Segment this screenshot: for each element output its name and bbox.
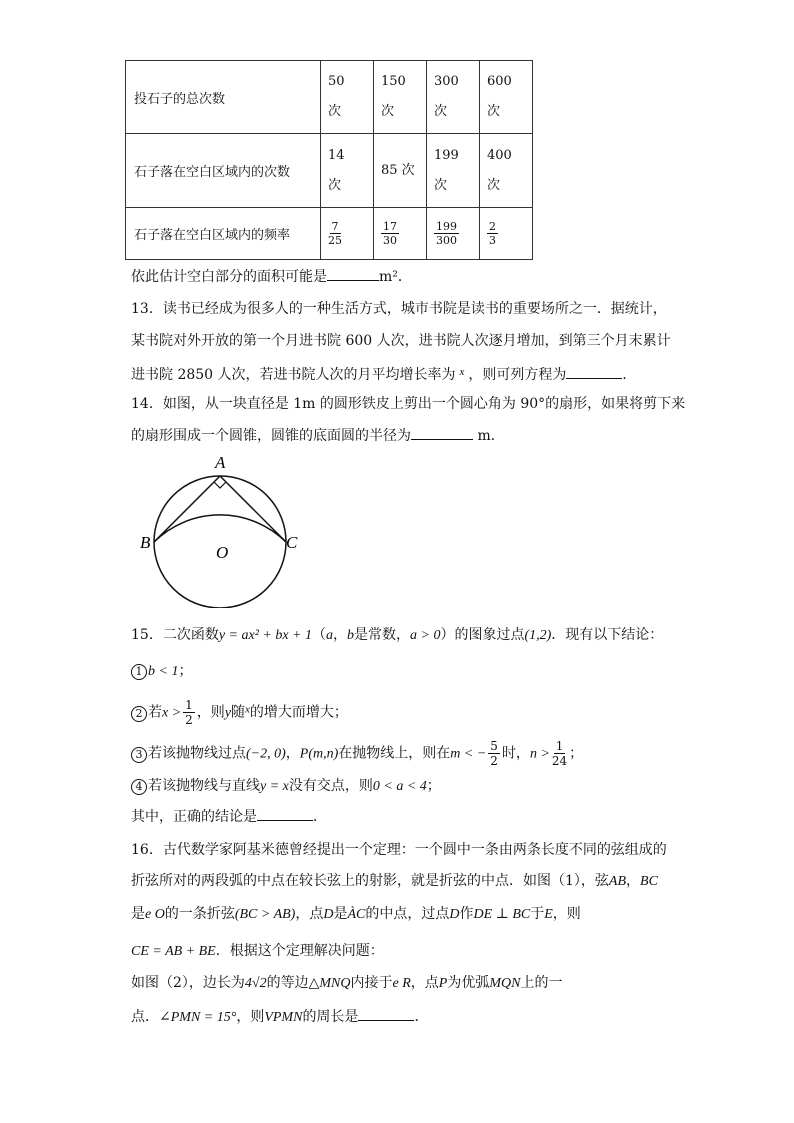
denominator: 300 <box>436 233 457 247</box>
cell-unit: 次 <box>381 104 395 119</box>
q15-text: ，则 <box>196 704 225 721</box>
var-y: y <box>224 705 232 721</box>
cell-unit: 次 <box>434 104 448 119</box>
q16-text: 上的一 <box>520 975 563 991</box>
q15-text: 若该抛物线与直线 <box>148 778 260 794</box>
fraction <box>183 698 195 727</box>
circle-sector-figure <box>130 448 310 608</box>
frequency-table <box>125 60 533 260</box>
arc-mqn: MQN <box>489 976 521 991</box>
conclusion-expr: x > <box>162 705 182 721</box>
label-o: O <box>216 543 229 562</box>
var-a: a <box>326 628 334 643</box>
table-cell: 85 次 <box>374 134 427 208</box>
q16-text: ．根据这个定理解决问题： <box>215 943 384 959</box>
fraction <box>488 739 500 768</box>
q15-text: ； <box>178 663 193 679</box>
q15-text: 时， <box>501 745 530 762</box>
table-cell: 投石子的总次数 <box>126 61 321 134</box>
q16-text: ， <box>626 873 641 889</box>
q16-text: ，点 <box>295 906 324 922</box>
q13-line1: 13．读书已经成为很多人的一种生活方式，城市书院是读书的重要场所之一．据统计， <box>131 301 667 317</box>
q13-text: 进书院 2850 人次，若进书院人次的月平均增长率为 <box>131 367 456 383</box>
q13-line2: 某书院对外开放的第一个月进书院 600 人次，进书院人次逐月增加，到第三个月末累计 <box>131 333 671 349</box>
chord-ab: AB <box>608 874 627 889</box>
q14-line2 <box>131 425 505 446</box>
cell-unit: 次 <box>487 177 501 193</box>
table-cell <box>374 61 427 134</box>
perpendicular: DE ⊥ BC <box>473 907 531 922</box>
numerator: 199 <box>436 219 457 233</box>
table-cell: 石子落在空白区域内的频率 <box>126 208 321 260</box>
q16-text: ，则 <box>552 906 581 922</box>
point-e: E <box>544 907 553 922</box>
q16-text: 作 <box>459 906 474 922</box>
q15-condition: a > 0 <box>410 628 441 643</box>
q16-condition: (BC > AB) <box>234 907 296 922</box>
q16-text: 如图（2），边长为 <box>131 975 245 991</box>
q16-text: 的中点，过点 <box>365 906 450 922</box>
fraction <box>552 739 567 768</box>
circle-r: e R <box>392 976 411 991</box>
table-cell <box>480 208 533 260</box>
q15-conclusion-1 <box>131 661 192 682</box>
label-b: B <box>140 533 151 552</box>
conclusion-expr: n > <box>529 746 550 762</box>
cell-value: 14 <box>328 147 345 163</box>
numerator: 1 <box>185 698 193 712</box>
table-cell <box>427 208 480 260</box>
segment-ab <box>154 476 220 542</box>
q16-text: 的一条折弦 <box>164 906 235 922</box>
conclusion-expr: (−2, 0) <box>246 746 286 762</box>
q12-unit: m²． <box>379 269 412 285</box>
fraction <box>328 220 342 247</box>
segment-ac <box>220 476 286 542</box>
q15-text: 其中，正确的结论是 <box>131 809 257 825</box>
q16-text: 是 <box>333 906 348 922</box>
outer-circle <box>154 476 286 608</box>
numerator: 17 <box>383 219 397 233</box>
q15-conclusion-3 <box>131 739 583 768</box>
numerator: 1 <box>555 739 564 753</box>
cell-unit: 次 <box>328 104 342 119</box>
q16-line2 <box>131 871 658 892</box>
table-row <box>126 134 533 208</box>
circled-number: 3 <box>131 747 147 763</box>
conclusion-expr: b < 1 <box>148 664 179 679</box>
right-angle-mark <box>214 482 226 488</box>
q15-intro <box>131 625 663 646</box>
circled-number: 4 <box>131 779 147 795</box>
cell-unit: 次 <box>487 104 501 119</box>
q15-text: 是常数， <box>354 627 411 643</box>
q14-text: 的扇形围成一个圆锥，圆锥的底面圆的半径为 <box>131 428 411 444</box>
q15-text: 在抛物线上，则在 <box>338 745 451 762</box>
answer-blank <box>358 1006 414 1021</box>
chord-bc: BC <box>640 874 658 889</box>
table-cell <box>321 61 374 134</box>
numerator: 5 <box>490 739 498 753</box>
triangle-pmn: VPMN <box>264 1010 303 1025</box>
q15-point: (1,2) <box>524 628 552 643</box>
table-cell <box>480 61 533 134</box>
equation: CE = AB + BE <box>131 944 216 959</box>
q15-text: 随 <box>231 704 246 721</box>
q14-line1: 14．如图，从一块直径是 1m 的圆形铁皮上剪出一个圆心角为 90°的扇形，如果将剪下来 <box>131 396 686 412</box>
q15-text: （ <box>312 627 327 643</box>
q15-text: ， <box>285 745 300 762</box>
table-cell <box>427 134 480 208</box>
q15-text: ．现有以下结论： <box>551 627 664 643</box>
point-p: P(m,n) <box>299 746 339 762</box>
denominator: 30 <box>383 233 397 247</box>
point-d: D <box>323 907 334 922</box>
label-c: C <box>286 533 298 552</box>
q16-text: ，点 <box>410 975 439 991</box>
cell-value: 50 <box>328 74 345 89</box>
q15-conclusion-4 <box>131 776 441 797</box>
q16-text: 的等边 <box>266 975 309 991</box>
q13-end: ． <box>622 367 637 383</box>
q16-text: ，则 <box>236 1009 265 1025</box>
q15-end: ． <box>313 809 327 825</box>
fraction <box>487 220 498 247</box>
q15-text: 若 <box>148 704 162 721</box>
q12-text: 依此估计空白部分的面积可能是 <box>131 269 327 285</box>
circled-number: 1 <box>131 664 147 680</box>
q15-text: ）的图象过点 <box>440 627 525 643</box>
q15-text: ； <box>426 778 441 794</box>
q13-variable: x <box>459 366 465 378</box>
table-cell <box>427 61 480 134</box>
fraction <box>434 220 459 247</box>
q14-unit: m． <box>477 428 505 444</box>
table-cell <box>480 134 533 208</box>
circle-o: e O <box>145 907 165 922</box>
sector-arc <box>154 515 286 542</box>
q16-text: 内接于 <box>350 975 393 991</box>
conclusion-expr: 0 < a < 4 <box>372 779 427 794</box>
cell-value: 400 <box>487 147 512 163</box>
cell-value: 199 <box>434 147 459 163</box>
q15-function: y = ax² + bx + 1 <box>218 628 313 643</box>
cell-value: 600 <box>487 74 512 89</box>
q15-text: 没有交点，则 <box>288 778 373 794</box>
cell-unit: 次 <box>328 177 342 193</box>
table-cell <box>321 134 374 208</box>
denominator: 3 <box>489 233 496 247</box>
numerator: 2 <box>489 219 496 233</box>
answer-blank <box>257 806 313 821</box>
q16-text: 折弦所对的两段弧的中点在较长弦上的射影，就是折弦的中点．如图（1），弦 <box>131 873 609 889</box>
var-b: b <box>347 628 355 643</box>
conclusion-expr: y = x <box>260 779 289 794</box>
q16-line3 <box>131 904 581 925</box>
q15-text: ， <box>333 627 348 643</box>
q16-line1: 16．古代数学家阿基米德曾经提出一个定理：一个圆中一条由两条长度不同的弦组成的 <box>131 842 667 858</box>
point-d: D <box>449 907 460 922</box>
table-cell <box>374 208 427 260</box>
label-a: A <box>215 453 226 472</box>
q12-answer-line <box>131 266 412 287</box>
q16-text: 为优弧 <box>447 975 490 991</box>
q16-text: 的周长是 <box>302 1009 359 1025</box>
table-row <box>126 61 533 134</box>
denominator: 2 <box>490 754 498 768</box>
q16-text: 点． <box>131 1009 159 1025</box>
arc-ac: ÀC <box>347 907 366 922</box>
q15-conclusion-2 <box>131 698 348 727</box>
denominator: 25 <box>328 233 342 247</box>
q16-text: 是 <box>131 906 145 922</box>
triangle-mnq: △MNQ <box>308 976 351 991</box>
q15-text: 的增大而增大； <box>249 704 348 721</box>
table-row <box>126 208 533 260</box>
q13-line3 <box>131 362 636 385</box>
cell-value: 150 <box>381 74 406 89</box>
answer-blank <box>566 364 622 379</box>
circled-number: 2 <box>131 706 147 722</box>
side-length: 4√2 <box>244 976 267 991</box>
numerator: 7 <box>331 219 339 233</box>
q15-answer-line <box>131 806 327 827</box>
q16-line6 <box>131 1006 428 1028</box>
point-p: P <box>438 976 448 991</box>
q15-text: 15．二次函数 <box>131 627 219 643</box>
q16-text: 于 <box>530 906 545 922</box>
q15-text: ； <box>569 745 584 762</box>
answer-blank <box>411 425 473 440</box>
var-x: x <box>245 703 250 716</box>
answer-blank <box>327 266 379 281</box>
q16-line5 <box>131 973 562 994</box>
cell-unit: 次 <box>434 177 448 193</box>
q16-line4 <box>131 941 384 962</box>
cell-value: 300 <box>434 74 459 89</box>
denominator: 24 <box>551 754 568 768</box>
denominator: 2 <box>185 713 193 727</box>
q13-text-b: ，则可列方程为 <box>468 367 567 383</box>
fraction <box>381 220 399 247</box>
conclusion-expr: m < − <box>450 746 487 762</box>
table-cell <box>321 208 374 260</box>
angle-pmn: ∠PMN = 15° <box>159 1010 237 1025</box>
table-cell: 石子落在空白区域内的次数 <box>126 134 321 208</box>
q16-end: ． <box>414 1009 429 1025</box>
q15-text: 若该抛物线过点 <box>148 745 246 762</box>
